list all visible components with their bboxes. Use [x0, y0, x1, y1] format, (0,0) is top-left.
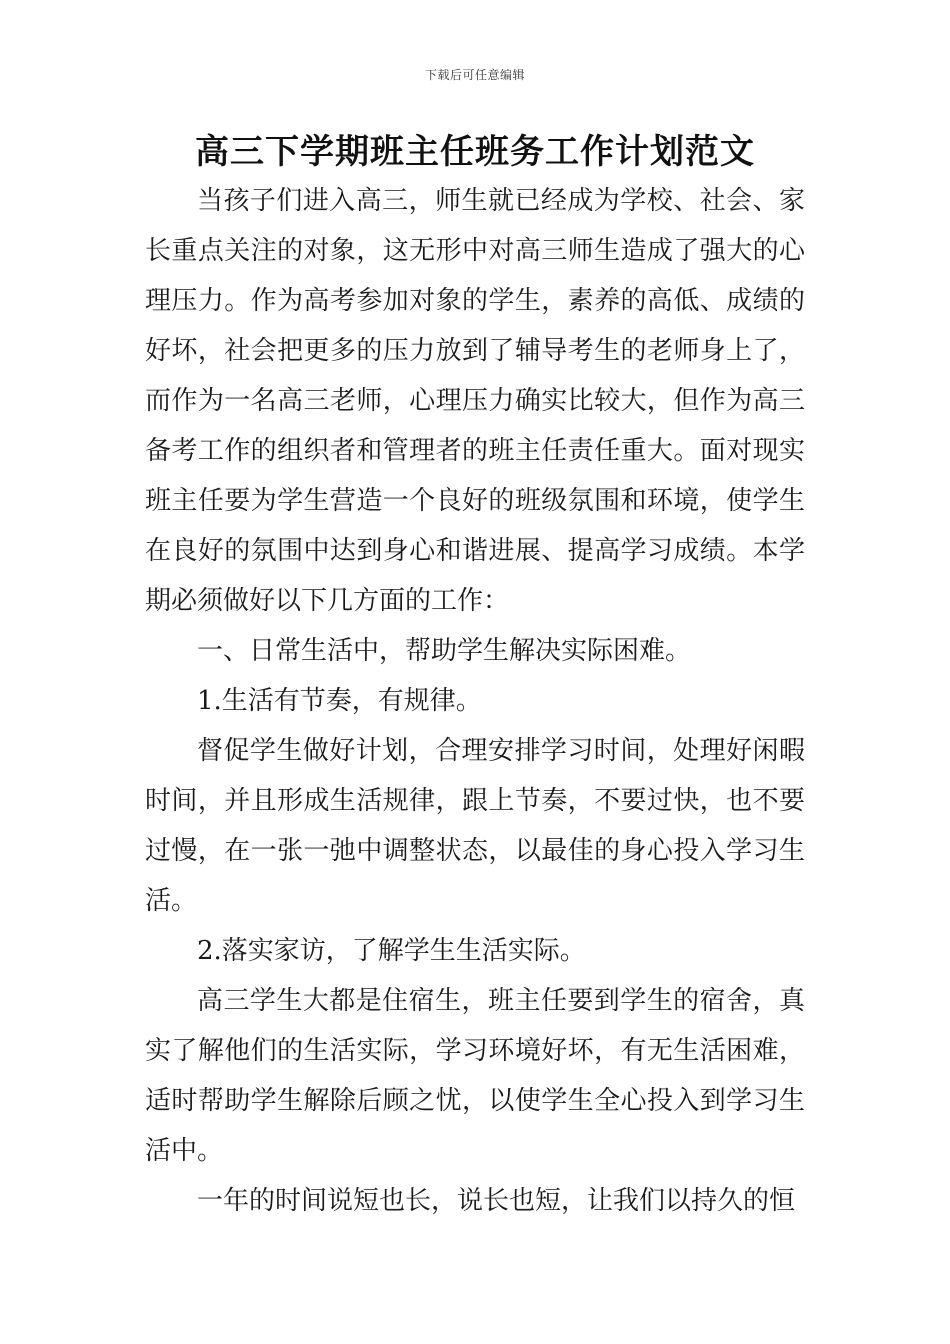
document-title: 高三下学期班主任班务工作计划范文 — [195, 132, 755, 172]
header-note: 下载后可任意编辑 — [424, 68, 525, 82]
document-body — [145, 176, 805, 1226]
subheading-2: 2.落实家访，了解学生生活实际。 — [197, 936, 586, 966]
section-heading-1: 一、日常生活中，帮助学生解决实际困难。 — [197, 636, 692, 666]
subheading-1: 1.生活有节奏，有规律。 — [197, 686, 482, 716]
paragraph-schedule: 督促学生做好计划，合理安排学习时间，处理好闲暇时间，并且形成生活规律，跟上节奏，不要过快，也不要过慢，在一张一弛中调整状态，以最佳的身心投入学习生活。 — [145, 736, 805, 916]
paragraph-home-visit: 高三学生大都是住宿生，班主任要到学生的宿舍，真实了解他们的生活实际，学习环境好坏，有无生活困难，适时帮助学生解除后顾之忧，以使学生全心投入到学习生活中。 — [145, 986, 805, 1166]
paragraph-closing: 一年的时间说短也长，说长也短，让我们以持久的恒 — [197, 1186, 796, 1216]
paragraph-intro: 当孩子们进入高三，师生就已经成为学校、社会、家长重点关注的对象，这无形中对高三师生造成了强大的心理压力。作为高考参加对象的学生，素养的高低、成绩的好坏，社会把更多的压力放到了辅导考生的老师身上了，而作为一名高三老师，心理压力确实比较大，但作为高三备考工作的组织者和管理者的班主任责任重大。面对现实班主任要为学生营造一个良好的班级氛围和环境，使学生在良好的氛围中达到身心和谐进展、提高学习成绩。本学期必须做好以下几方面的工作： — [145, 186, 805, 616]
